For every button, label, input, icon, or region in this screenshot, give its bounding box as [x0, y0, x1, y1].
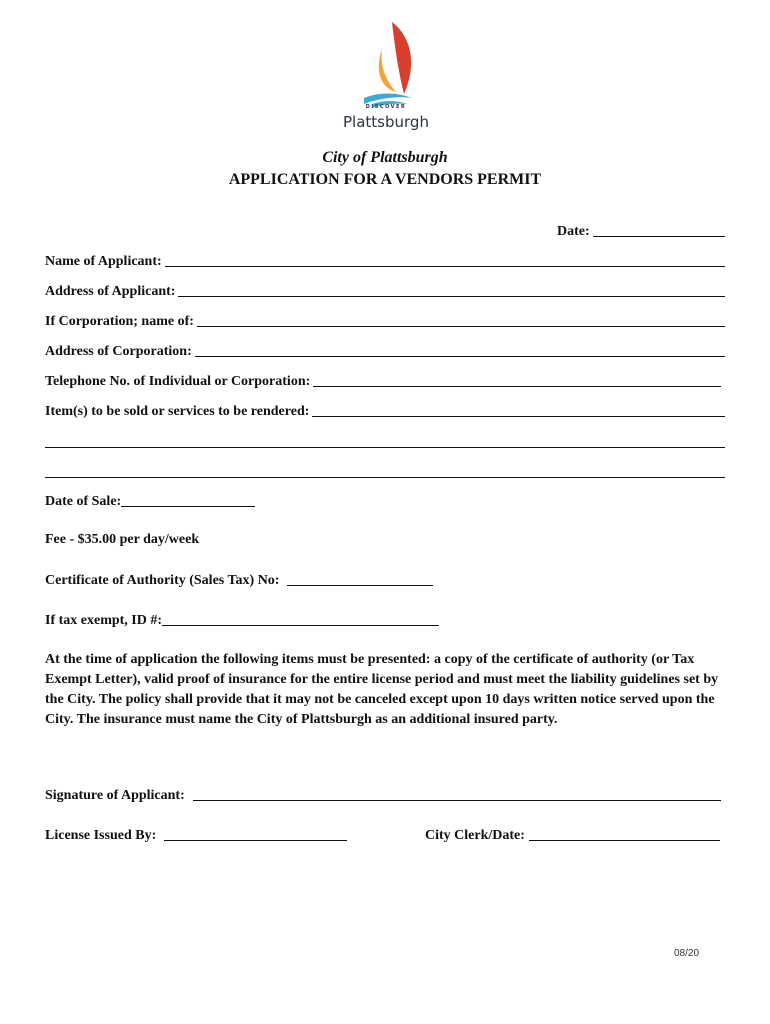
telephone-field[interactable]	[313, 372, 721, 387]
logo-discover-text: DISCOVER	[365, 104, 407, 110]
city-clerk-label: City Clerk/Date:	[425, 828, 525, 843]
logo-plattsburgh-text: Plattsburgh	[343, 113, 429, 131]
name-applicant-field[interactable]	[165, 252, 725, 267]
items-field-line-3[interactable]	[45, 477, 725, 478]
license-issued-label: License Issued By:	[45, 828, 157, 843]
address-applicant-label: Address of Applicant:	[45, 284, 176, 299]
form-title: APPLICATION FOR A VENDORS PERMIT	[228, 171, 542, 188]
corporation-address-row	[45, 342, 725, 360]
notice-paragraph: At the time of application the following items must be presented: a copy of the certificate of authority (or Tax Exempt Letter), valid proof of insurance for the entire license period and must meet the liability guidelines set by the City. The policy shall provide that it may not be canceled except upon 10 days written notice served upon the City. The insurance must name the City of Plattsburgh as an additional insured party.	[45, 652, 719, 727]
items-row	[45, 402, 725, 420]
date-row	[557, 222, 725, 240]
tax-exempt-row	[45, 611, 439, 629]
sailboat-logo-icon	[352, 18, 422, 114]
date-of-sale-field[interactable]	[121, 492, 255, 507]
date-field[interactable]	[593, 222, 725, 237]
tax-exempt-field[interactable]	[162, 611, 439, 626]
plattsburgh-logo	[338, 14, 434, 134]
license-issued-field[interactable]	[164, 826, 347, 841]
tax-exempt-label: If tax exempt, ID #:	[45, 613, 163, 628]
certificate-row	[45, 571, 433, 589]
date-label: Date:	[557, 224, 590, 239]
corporation-name-label: If Corporation; name of:	[45, 314, 194, 329]
date-of-sale-row	[45, 492, 255, 510]
fee-text: Fee - $35.00 per day/week	[45, 532, 200, 547]
signature-field[interactable]	[193, 786, 721, 801]
signature-label: Signature of Applicant:	[45, 788, 185, 803]
address-applicant-row	[45, 282, 725, 300]
license-issued-row	[45, 826, 347, 844]
corporation-name-field[interactable]	[197, 312, 725, 327]
items-field[interactable]	[312, 402, 725, 417]
city-title: City of Plattsburgh	[322, 149, 448, 166]
city-clerk-row	[425, 826, 720, 844]
items-field-line-2[interactable]	[45, 447, 725, 448]
name-applicant-label: Name of Applicant:	[45, 254, 162, 269]
corporation-address-field[interactable]	[195, 342, 725, 357]
certificate-label: Certificate of Authority (Sales Tax) No:	[45, 573, 280, 588]
date-of-sale-label: Date of Sale:	[45, 494, 122, 509]
certificate-field[interactable]	[287, 571, 433, 586]
sail-red-shape	[392, 22, 411, 94]
corporation-address-label: Address of Corporation:	[45, 344, 192, 359]
sail-orange-shape	[379, 48, 396, 92]
items-label: Item(s) to be sold or services to be rendered:	[45, 404, 310, 419]
telephone-row	[45, 372, 721, 390]
address-applicant-field[interactable]	[178, 282, 725, 297]
telephone-label: Telephone No. of Individual or Corporation:	[45, 374, 311, 389]
name-applicant-row	[45, 252, 725, 270]
city-clerk-field[interactable]	[529, 826, 720, 841]
corporation-name-row	[45, 312, 725, 330]
signature-row	[45, 786, 721, 804]
form-version-code: 08/20	[674, 948, 700, 959]
